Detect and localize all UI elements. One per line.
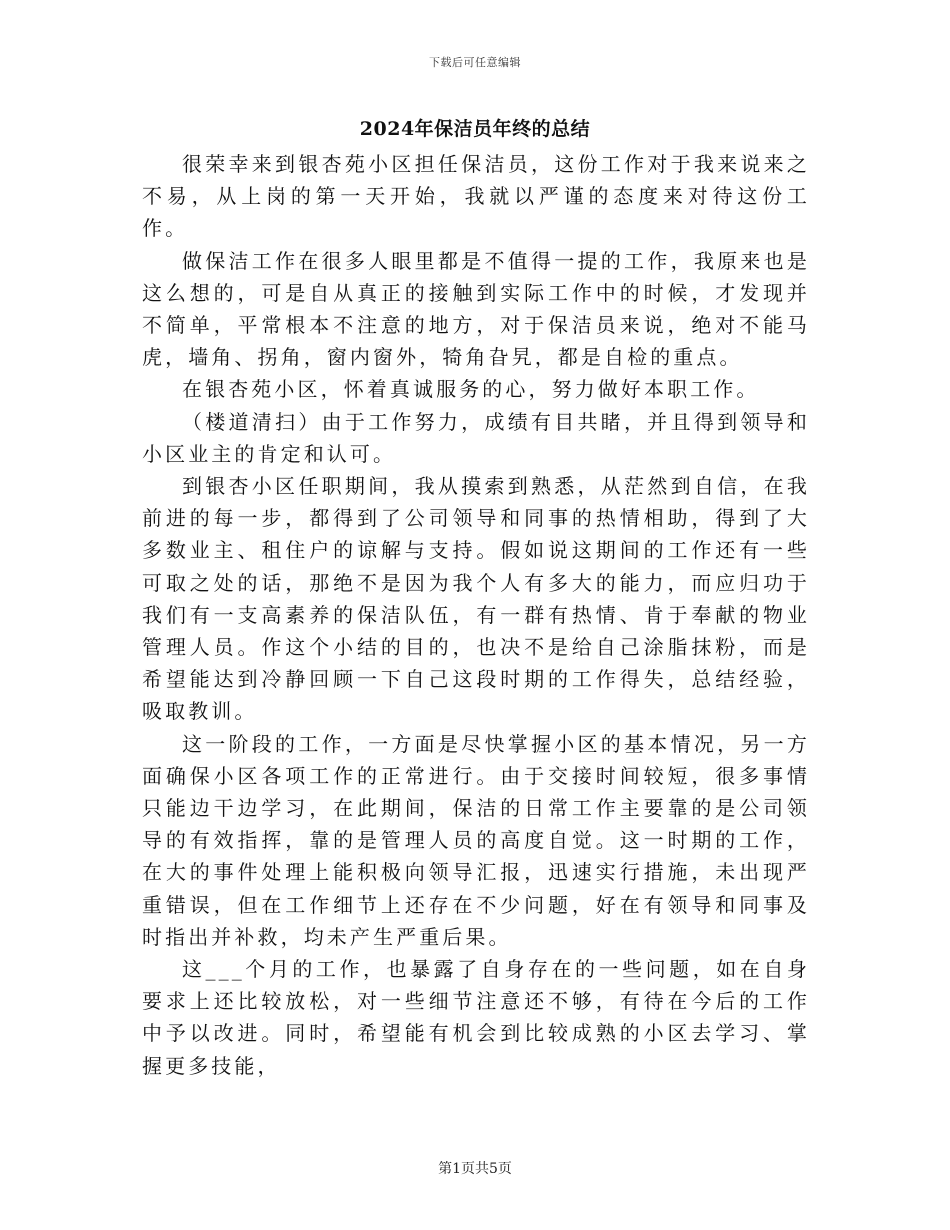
paragraph-7: 这___个月的工作，也暴露了自身存在的一些问题，如在自身要求上还比较放松，对一些细节注意还不够，有待在今后的工作中予以改进。同时，希望能有机会到比较成熟的小区去学习、掌握更多技能，: [142, 957, 810, 1078]
header-note: 下载后可任意编辑: [429, 56, 521, 69]
paragraph-3: 在银杏苑小区，怀着真诚服务的心，努力做好本职工作。: [182, 377, 760, 402]
paragraph-2: 做保洁工作在很多人眼里都是不值得一提的工作，我原来也是这么想的，可是自从真正的接触到实际工作中的时候，才发现并不简单，平常根本不注意的地方，对于保洁员来说，绝对不能马虎，墙角、拐角，窗内窗外，犄角旮旯，都是自检的重点。: [142, 248, 810, 370]
paragraph-1: 很荣幸来到银杏苑小区担任保洁员，这份工作对于我来说来之不易，从上岗的第一天开始，我就以严谨的态度来对待这份工作。: [142, 152, 810, 241]
paragraph-4: （楼道清扫）由于工作努力，成绩有目共睹，并且得到领导和小区业主的肯定和认可。: [142, 409, 810, 466]
paragraph-6: 这一阶段的工作，一方面是尽快掌握小区的基本情况，另一方面确保小区各项工作的正常进行。由于交接时间较短，很多事情只能边干边学习，在此期间，保洁的日常工作主要靠的是公司领导的有效指挥，靠的是管理人员的高度自觉。这一时期的工作，在大的事件处理上能积极向领导汇报，迅速实行措施，未出现严重错误，但在工作细节上还存在不少问题，好在有领导和同事及时指出并补救，均未产生严重后果。: [142, 731, 810, 949]
page-number-footer: 第1页共5页: [438, 1161, 512, 1177]
document-title: 2024年保洁员年终的总结: [359, 118, 591, 140]
document-body: [142, 148, 810, 1082]
paragraph-5: 到银杏小区任职期间，我从摸索到熟悉，从茫然到自信，在我前进的每一步，都得到了公司领导和同事的热情相助，得到了大多数业主、租住户的谅解与支持。假如说这期间的工作还有一些可取之处的话，那绝不是因为我个人有多大的能力，而应归功于我们有一支高素养的保洁队伍，有一群有热情、肯于奉献的物业管理人员。作这个小结的目的，也决不是给自己涂脂抹粉，而是希望能达到冷静回顾一下自己这段时期的工作得失，总结经验，吸取教训。: [142, 474, 810, 724]
